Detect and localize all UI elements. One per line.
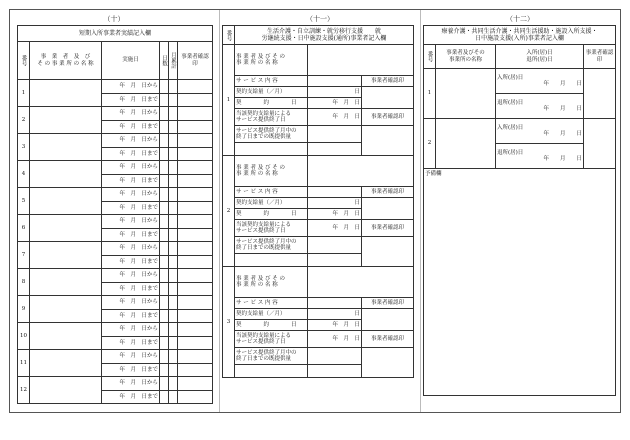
- seal-label: 事業者確認印: [362, 76, 414, 87]
- contract-date-label: 契 約 日: [235, 320, 308, 331]
- seal-label: 事業者確認印: [362, 220, 414, 237]
- provider-name-cell[interactable]: [30, 269, 102, 296]
- days-cell[interactable]: [160, 147, 169, 161]
- table-row: [223, 331, 414, 348]
- days-cell[interactable]: [160, 269, 169, 283]
- date-from-cell[interactable]: 年 月 日から: [102, 350, 160, 364]
- header-number: 番号: [223, 26, 235, 45]
- total-cell[interactable]: [169, 134, 178, 148]
- provider-name-cell[interactable]: [30, 134, 102, 161]
- table-row: [223, 220, 414, 237]
- seal-label: 事業者確認印: [362, 109, 414, 126]
- blank-cell: [235, 365, 308, 378]
- block-number: 2: [223, 156, 235, 267]
- date-from-cell[interactable]: 年 月 日から: [102, 161, 160, 175]
- contract-quantity-label: 契約支給量（／月）: [235, 309, 308, 320]
- provider-name-cell[interactable]: [30, 215, 102, 242]
- provided-amount-cell[interactable]: [308, 237, 362, 254]
- column-divider: [420, 10, 421, 412]
- table-row: [223, 198, 414, 209]
- seal-label: 事業者確認印: [362, 331, 414, 348]
- total-cell[interactable]: [169, 282, 178, 296]
- seal-cell[interactable]: [362, 87, 414, 109]
- days-cell[interactable]: [160, 228, 169, 242]
- seal-cell[interactable]: [362, 198, 414, 220]
- seal-cell[interactable]: [362, 348, 414, 378]
- seal-cell[interactable]: [178, 134, 213, 148]
- date-to-cell[interactable]: 年 月 日まで: [102, 147, 160, 161]
- total-cell[interactable]: [169, 215, 178, 229]
- days-cell[interactable]: [160, 377, 169, 391]
- days-cell[interactable]: [160, 309, 169, 323]
- blank-cell[interactable]: [308, 365, 362, 378]
- day-service-table: [222, 25, 414, 378]
- table-row: [18, 80, 213, 94]
- service-content-label: サ ー ビ ス 内 容: [235, 76, 308, 87]
- seal-cell[interactable]: [178, 107, 213, 121]
- service-content-label: サ ー ビ ス 内 容: [235, 187, 308, 198]
- date-to-cell[interactable]: 年 月 日まで: [102, 228, 160, 242]
- seal-cell[interactable]: [178, 242, 213, 256]
- days-cell[interactable]: [160, 120, 169, 134]
- row-number: 9: [18, 296, 30, 323]
- contract-quantity-cell[interactable]: 日: [308, 87, 362, 98]
- date-to-cell[interactable]: 年 月 日まで: [102, 309, 160, 323]
- total-cell[interactable]: [169, 188, 178, 202]
- provider-name-cell[interactable]: [436, 69, 496, 119]
- seal-cell[interactable]: [178, 215, 213, 229]
- blank-cell[interactable]: [308, 143, 362, 156]
- total-cell[interactable]: [169, 350, 178, 364]
- date-to-cell[interactable]: 年 月 日まで: [102, 120, 160, 134]
- seal-cell[interactable]: [584, 69, 616, 119]
- service-content-label: サ ー ビ ス 内 容: [235, 298, 308, 309]
- total-cell[interactable]: [169, 336, 178, 350]
- row-number: 2: [424, 119, 436, 169]
- seal-cell[interactable]: [178, 296, 213, 310]
- discharge-date-cell[interactable]: 退所(居)日 年 月 日: [496, 94, 584, 119]
- table-row: [424, 119, 616, 144]
- seal-cell[interactable]: [362, 126, 414, 156]
- date-to-cell[interactable]: 年 月 日まで: [102, 174, 160, 188]
- table-row: [18, 161, 213, 175]
- table-row: [223, 267, 414, 298]
- seal-cell[interactable]: [178, 174, 213, 188]
- provider-name-cell[interactable]: [30, 107, 102, 134]
- seal-cell[interactable]: [178, 282, 213, 296]
- days-cell[interactable]: [160, 188, 169, 202]
- short-stay-table: [17, 25, 213, 404]
- total-cell[interactable]: [169, 323, 178, 337]
- days-cell[interactable]: [160, 161, 169, 175]
- end-date-label: 当該契約支給量による サービス提供終了日: [235, 220, 308, 237]
- row-number: 4: [18, 161, 30, 188]
- contract-quantity-cell[interactable]: 日: [308, 309, 362, 320]
- provided-amount-label: サービス提供終了月中の 終了日までの既提供量: [235, 237, 308, 254]
- provider-name-cell[interactable]: [30, 242, 102, 269]
- seal-cell[interactable]: [178, 93, 213, 107]
- admission-date-cell[interactable]: 入所(居)日 年 月 日: [496, 119, 584, 144]
- blank-cell[interactable]: [308, 254, 362, 267]
- table-row: [18, 377, 213, 391]
- date-to-cell[interactable]: 年 月 日まで: [102, 363, 160, 377]
- provider-name-cell[interactable]: [30, 80, 102, 107]
- days-cell[interactable]: [160, 107, 169, 121]
- provider-name-cell[interactable]: [30, 161, 102, 188]
- days-cell[interactable]: [160, 201, 169, 215]
- days-cell[interactable]: [160, 282, 169, 296]
- row-number: 1: [424, 69, 436, 119]
- seal-cell[interactable]: [178, 147, 213, 161]
- block-number: 1: [223, 45, 235, 156]
- service-content-cell[interactable]: [308, 298, 362, 309]
- end-date-cell[interactable]: 年 月 日: [308, 220, 362, 237]
- table-row: [223, 309, 414, 320]
- table-row: [223, 126, 414, 143]
- discharge-date-cell[interactable]: 退所(居)日 年 月 日: [496, 144, 584, 169]
- days-cell[interactable]: [160, 255, 169, 269]
- date-to-cell[interactable]: 年 月 日まで: [102, 390, 160, 404]
- short-stay-title: 短期入所事業者実績記入欄: [18, 26, 213, 42]
- date-from-cell[interactable]: 年 月 日から: [102, 80, 160, 94]
- table-row: [223, 45, 414, 76]
- row-number: 12: [18, 377, 30, 404]
- row-number: 6: [18, 215, 30, 242]
- table-row: [223, 87, 414, 98]
- days-cell[interactable]: [160, 134, 169, 148]
- contract-date-cell[interactable]: 年 月 日: [308, 98, 362, 109]
- contract-date-cell[interactable]: 年 月 日: [308, 209, 362, 220]
- provider-name-cell[interactable]: [436, 119, 496, 169]
- seal-label: 事業者確認印: [362, 187, 414, 198]
- table-row: [223, 298, 414, 309]
- total-cell[interactable]: [169, 93, 178, 107]
- row-number: 5: [18, 188, 30, 215]
- contract-quantity-label: 契約支給量（／月）: [235, 87, 308, 98]
- total-cell[interactable]: [169, 161, 178, 175]
- end-date-label: 当該契約支給量による サービス提供終了日: [235, 331, 308, 348]
- notes-row: [424, 169, 616, 396]
- date-from-cell[interactable]: 年 月 日から: [102, 296, 160, 310]
- days-cell[interactable]: [160, 390, 169, 404]
- contract-date-label: 契 約 日: [235, 98, 308, 109]
- seal-cell[interactable]: [178, 336, 213, 350]
- seal-cell[interactable]: [178, 255, 213, 269]
- table-row: [18, 323, 213, 337]
- table-row: [18, 269, 213, 283]
- blank-cell: [235, 143, 308, 156]
- date-from-cell[interactable]: 年 月 日から: [102, 107, 160, 121]
- provider-name-label: 事 業 者 及 び そ の 事 業 所 の 名 称: [235, 267, 308, 298]
- total-cell[interactable]: [169, 242, 178, 256]
- seal-cell[interactable]: [584, 119, 616, 169]
- header-provider-name: 事業者及びその 事業所の名称: [436, 45, 496, 69]
- table-row: [18, 188, 213, 202]
- residential-title: 療養介護・共同生活介護・共同生活援助・施設入所支援・ 日中施設支援(入所)事業者記入欄: [424, 26, 616, 45]
- seal-cell[interactable]: [178, 390, 213, 404]
- date-to-cell[interactable]: 年 月 日まで: [102, 93, 160, 107]
- row-number: 7: [18, 242, 30, 269]
- days-cell[interactable]: [160, 242, 169, 256]
- provider-name-cell[interactable]: [308, 267, 414, 298]
- provider-name-cell[interactable]: [30, 323, 102, 350]
- seal-cell[interactable]: [178, 377, 213, 391]
- service-content-cell[interactable]: [308, 76, 362, 87]
- table-row: [18, 134, 213, 148]
- date-from-cell[interactable]: 年 月 日から: [102, 377, 160, 391]
- total-cell[interactable]: [169, 390, 178, 404]
- provided-amount-cell[interactable]: [308, 348, 362, 365]
- header-number: 番号: [424, 45, 436, 69]
- days-cell[interactable]: [160, 350, 169, 364]
- provider-name-cell[interactable]: [30, 350, 102, 377]
- days-cell[interactable]: [160, 93, 169, 107]
- table-row: [18, 215, 213, 229]
- total-cell[interactable]: [169, 147, 178, 161]
- days-cell[interactable]: [160, 323, 169, 337]
- header-days: 日数: [160, 42, 169, 80]
- provider-name-cell[interactable]: [30, 377, 102, 404]
- total-cell[interactable]: [169, 107, 178, 121]
- days-cell[interactable]: [160, 215, 169, 229]
- total-cell[interactable]: [169, 228, 178, 242]
- seal-cell[interactable]: [178, 80, 213, 94]
- contract-quantity-cell[interactable]: 日: [308, 198, 362, 209]
- contract-date-cell[interactable]: 年 月 日: [308, 320, 362, 331]
- seal-cell[interactable]: [178, 188, 213, 202]
- service-content-cell[interactable]: [308, 187, 362, 198]
- row-number: 3: [18, 134, 30, 161]
- seal-cell[interactable]: [178, 201, 213, 215]
- section-12-number: （十二）: [506, 15, 534, 23]
- total-cell[interactable]: [169, 201, 178, 215]
- date-from-cell[interactable]: 年 月 日から: [102, 134, 160, 148]
- row-number: 8: [18, 269, 30, 296]
- header-provider-seal: 事業者確認印: [178, 42, 213, 80]
- seal-cell[interactable]: [178, 228, 213, 242]
- days-cell[interactable]: [160, 80, 169, 94]
- date-to-cell[interactable]: 年 月 日まで: [102, 201, 160, 215]
- total-cell[interactable]: [169, 296, 178, 310]
- days-cell[interactable]: [160, 363, 169, 377]
- column-divider: [219, 10, 220, 412]
- days-cell[interactable]: [160, 336, 169, 350]
- days-cell[interactable]: [160, 174, 169, 188]
- table-row: [223, 156, 414, 187]
- provider-name-label: 事 業 者 及 び そ の 事 業 所 の 名 称: [235, 156, 308, 187]
- header-provider-seal: 事業者確認印: [584, 45, 616, 69]
- total-cell[interactable]: [169, 120, 178, 134]
- block-number: 3: [223, 267, 235, 378]
- row-number: 11: [18, 350, 30, 377]
- end-date-cell[interactable]: 年 月 日: [308, 331, 362, 348]
- seal-cell[interactable]: [178, 269, 213, 283]
- section-10-number: （十）: [103, 15, 125, 23]
- day-service-title: 生活介護・自立訓練・就労移行支援 就 労継続支援・日中施設支援(通所)事業者記入欄: [235, 26, 414, 45]
- header-number: 番号: [18, 42, 30, 80]
- end-date-label: 当該契約支給量による サービス提供終了日: [235, 109, 308, 126]
- header-service-date: 実施日: [102, 42, 160, 80]
- table-row: [223, 76, 414, 87]
- total-cell[interactable]: [169, 174, 178, 188]
- table-row: [18, 242, 213, 256]
- seal-cell[interactable]: [178, 161, 213, 175]
- date-to-cell[interactable]: 年 月 日まで: [102, 282, 160, 296]
- seal-cell[interactable]: [178, 120, 213, 134]
- seal-label: 事業者確認印: [362, 298, 414, 309]
- table-row: [424, 69, 616, 94]
- provider-name-cell[interactable]: [308, 156, 414, 187]
- contract-quantity-label: 契約支給量（／月）: [235, 198, 308, 209]
- table-row: [223, 237, 414, 254]
- end-date-cell[interactable]: 年 月 日: [308, 109, 362, 126]
- table-row: [18, 296, 213, 310]
- contract-date-label: 契 約 日: [235, 209, 308, 220]
- seal-cell[interactable]: [362, 309, 414, 331]
- residential-table: [423, 25, 616, 396]
- provider-name-cell[interactable]: [30, 188, 102, 215]
- provided-amount-label: サービス提供終了月中の 終了日までの既提供量: [235, 126, 308, 143]
- notes-label: 予備欄: [425, 171, 442, 177]
- total-cell[interactable]: [169, 255, 178, 269]
- provided-amount-label: サービス提供終了月中の 終了日までの既提供量: [235, 348, 308, 365]
- total-cell[interactable]: [169, 269, 178, 283]
- admission-date-cell[interactable]: 入所(居)日 年 月 日: [496, 69, 584, 94]
- header-admission-dates: 入所(居)日 退所(居)日: [496, 45, 584, 69]
- seal-cell[interactable]: [178, 323, 213, 337]
- total-cell[interactable]: [169, 377, 178, 391]
- seal-cell[interactable]: [178, 309, 213, 323]
- seal-cell[interactable]: [178, 363, 213, 377]
- date-from-cell[interactable]: 年 月 日から: [102, 188, 160, 202]
- provider-name-label: 事 業 者 及 び そ の 事 業 所 の 名 称: [235, 45, 308, 76]
- seal-cell[interactable]: [178, 350, 213, 364]
- header-provider-name: 事 業 者 及 び そ の 事 業 所 の 名 称: [30, 42, 102, 80]
- provider-name-cell[interactable]: [30, 296, 102, 323]
- table-row: [18, 350, 213, 364]
- date-to-cell[interactable]: 年 月 日まで: [102, 336, 160, 350]
- row-number: 1: [18, 80, 30, 107]
- table-row: [223, 348, 414, 365]
- days-cell[interactable]: [160, 296, 169, 310]
- total-cell[interactable]: [169, 363, 178, 377]
- date-from-cell[interactable]: 年 月 日から: [102, 242, 160, 256]
- seal-cell[interactable]: [362, 237, 414, 267]
- blank-cell: [235, 254, 308, 267]
- table-row: [223, 187, 414, 198]
- date-from-cell[interactable]: 年 月 日から: [102, 269, 160, 283]
- notes-field[interactable]: [424, 169, 616, 396]
- provided-amount-cell[interactable]: [308, 126, 362, 143]
- table-row: [223, 109, 414, 126]
- date-from-cell[interactable]: 年 月 日から: [102, 323, 160, 337]
- total-cell[interactable]: [169, 80, 178, 94]
- header-monthly-total: 月累計: [169, 42, 178, 80]
- section-11-number: （十一）: [306, 15, 334, 23]
- total-cell[interactable]: [169, 309, 178, 323]
- date-from-cell[interactable]: 年 月 日から: [102, 215, 160, 229]
- provider-name-cell[interactable]: [308, 45, 414, 76]
- row-number: 10: [18, 323, 30, 350]
- date-to-cell[interactable]: 年 月 日まで: [102, 255, 160, 269]
- table-row: [18, 107, 213, 121]
- row-number: 2: [18, 107, 30, 134]
